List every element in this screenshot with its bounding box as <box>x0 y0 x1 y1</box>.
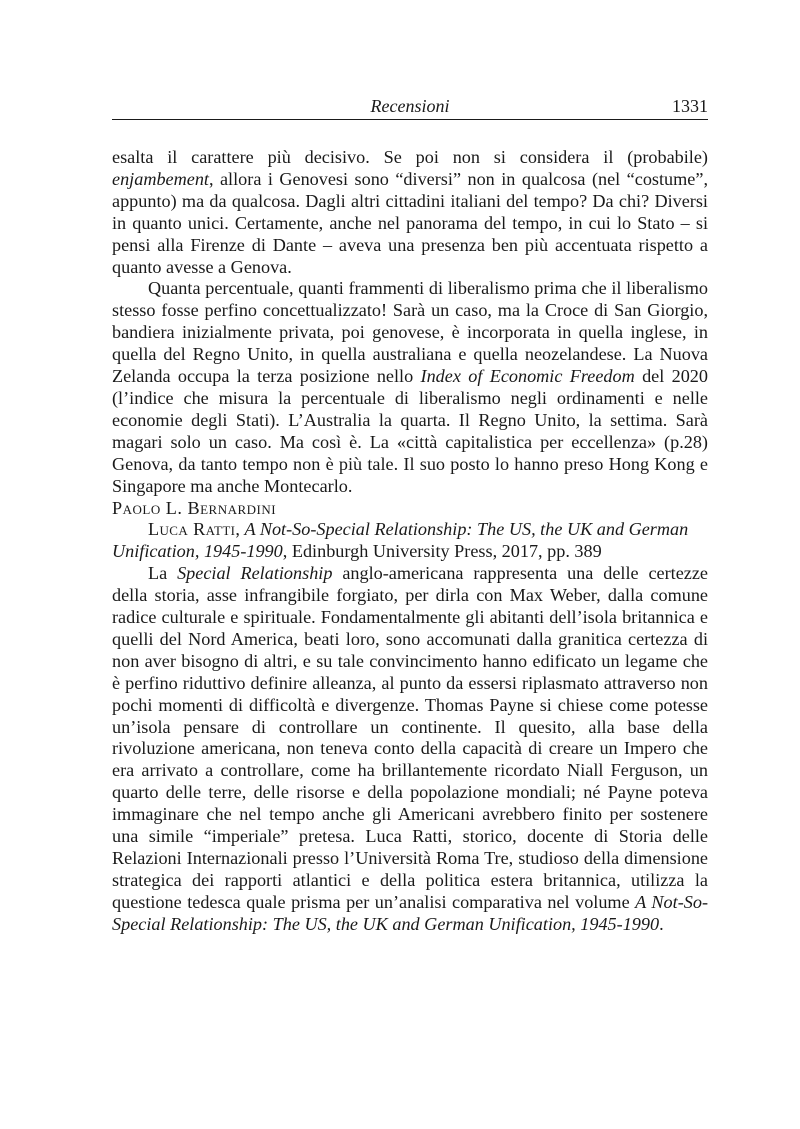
review1-signature: Paolo L. Bernardini <box>112 497 277 518</box>
italic-term: Special Relationship <box>177 563 333 584</box>
text-run: , <box>235 519 245 540</box>
italic-title: Index of Economic Freedom <box>420 366 635 387</box>
page-body <box>112 147 708 936</box>
review2-paragraph-1 <box>112 563 708 935</box>
text-run: esalta il carattere più decisivo. Se poi non si considera il (probabile) <box>112 147 708 167</box>
text-run: del 2020 (l’indice che misura la percentuale di liberalismo negli ordinamenti e nelle economie degli Stati). L’Australia la quarta. Il Regno Unito, la settima. Sarà magari solo un caso. Ma così è. La «città capitalistica per eccellenza» (p.28) Genova, da tanto tempo non è più tale. Il suo posto lo hanno preso Hong Kong e Singapore ma anche Montecarlo. <box>112 366 708 496</box>
review1-paragraph-2 <box>112 278 708 497</box>
text-run: La <box>148 563 178 584</box>
review2-author: Luca Ratti <box>148 519 236 540</box>
review2-heading <box>112 519 708 563</box>
review2-book-title: A Not-So-Special Relationship: The US, the UK and German Unification, 1945-1990 <box>112 519 689 562</box>
review1-paragraph-1 <box>112 147 708 278</box>
page-number: 1331 <box>672 96 708 116</box>
text-run: , allora i Genovesi sono “diversi” non in qualcosa (nel “costume”, appunto) ma da qualcosa. Dagli altri cittadini italiani del tempo? Da chi? Diversi in quanto unici. Certamente, anche nel panorama del tempo, in cui lo Stato – si pensi alla Firenze di Dante – aveva una presenza ben più accentuata rispetto a quanto avesse a Genova. <box>112 168 708 277</box>
section-title: Recensioni <box>370 96 450 116</box>
text-run: , Edinburgh University Press, 2017, pp. 389 <box>282 541 602 562</box>
running-header <box>112 92 708 122</box>
italic-term: enjambement <box>112 168 209 189</box>
header-rule <box>112 119 708 120</box>
text-run: anglo-americana rappresenta una delle certezze della storia, asse infrangibile forgiato, per dirla con Max Weber, dalla comune radice culturale e spirituale. Fondamentalmente gli abitanti dell’isola britannica e quelli del Nord America, beati loro, sono accomunati dalla granitica certezza di non aver bisogno di altri, e su tale convincimento hanno edificato un legame che è perfino riduttivo definire alleanza, al punto da essersi riplasmato attraverso non pochi momenti di difficoltà e divergenze. Thomas Payne si chiese come potesse un’isola pensare di controllare un continente. Il quesito, alla base della rivoluzione americana, non teneva conto della capacità di creare un Impero che era arrivato a controllare, come ha brillantemente ricordato Niall Ferguson, un quarto delle terre, delle risorse e della popolazione mondiali; né Payne poteva immaginare che nel tempo anche gli Americani avrebbero finito per sostenere una simile “imperiale” pretesa. Luca Ratti, storico, docente di Storia delle Relazioni Internazionali presso l’Università Roma Tre, studioso della dimensione strategica dei rapporti atlantici e della politica estera britannica, utilizza la questione tedesca quale prisma per un’analisi comparativa nel volume <box>112 563 708 912</box>
text-run: . <box>659 913 664 934</box>
italic-title: A Not-So-Special Relationship: The US, the UK and German Unification, 1945-1990 <box>112 891 709 934</box>
text-run: Quanta percentuale, quanti frammenti di liberalismo prima che il liberalismo stesso fosse perfino concettualizzato! Sarà un caso, ma la Croce di San Giorgio, bandiera inizialmente privata, poi genovese, è incorporata in quella inglese, in quella del Regno Unito, in quella australiana e quella neozelandese. La Nuova Zelanda occupa la terza posizione nello <box>112 278 708 387</box>
